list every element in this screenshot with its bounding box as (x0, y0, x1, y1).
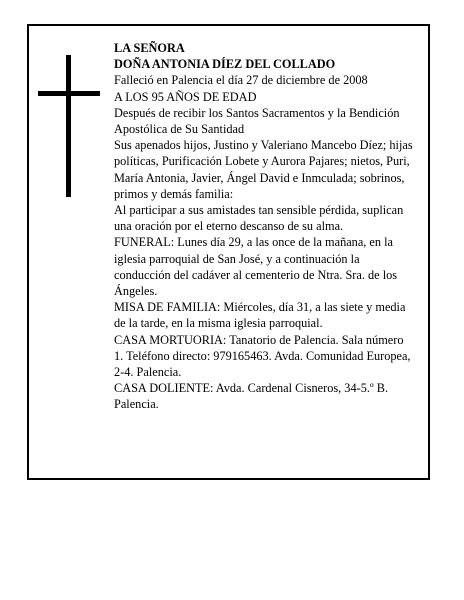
heading-title: LA SEÑORA (114, 41, 185, 55)
request-line: Al participar a sus amistades tan sensible pérdida, suplican una oración por el eterno descanso de su alma. (114, 203, 404, 234)
mourning-home-line: CASA DOLIENTE: Avda. Cardenal Cisneros, 34-5.º B. Palencia. (114, 381, 389, 412)
age-line: A LOS 95 AÑOS DE EDAD (114, 89, 257, 104)
deceased-name: DOÑA ANTONIA DÍEZ DEL COLLADO (114, 57, 336, 72)
cross-horizontal-bar (38, 91, 100, 96)
sacraments-line: Después de recibir los Santos Sacramentos y la Bendición Apostólica de Su Santidad (114, 105, 400, 137)
death-date: Falleció en Palencia el día 27 de diciembre de 2008 (114, 73, 368, 88)
mortuary-line: CASA MORTUORIA: Tanatorio de Palencia. Sala número 1. Teléfono directo: 979165463. Avda. Comunidad Europea, 2-4. Palencia. (114, 332, 411, 380)
obituary-text (114, 40, 414, 413)
cross-icon (38, 55, 100, 197)
cross-vertical-bar (66, 55, 71, 197)
family-line: Sus apenados hijos, Justino y Valeriano Mancebo Díez; hijas políticas, Purificación Lobete y Aurora Pajares; nietos, Puri, María Antonia, Javier, Ángel David e Inmculada; sobrinos, primos y demás familia: (114, 138, 413, 201)
funeral-line: FUNERAL: Lunes día 29, a las once de la mañana, en la iglesia parroquial de San José, y a continuación la conducción del cadáver al cementerio de Ntra. Sra. de los Ángeles. (114, 235, 398, 299)
family-mass-line: MISA DE FAMILIA: Miércoles, día 31, a las siete y media de la tarde, en la misma iglesia parroquial. (114, 300, 406, 331)
